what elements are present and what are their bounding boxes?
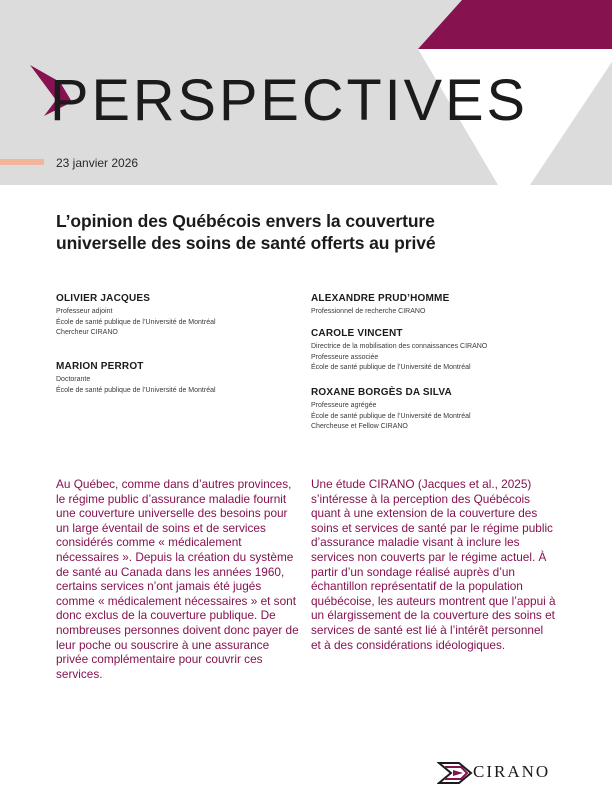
author-name: ALEXANDRE PRUD’HOMME <box>311 293 450 304</box>
author-affiliation: Chercheur CIRANO <box>56 329 118 336</box>
author-name: MARION PERROT <box>56 361 144 372</box>
article-title: L’opinion des Québécois envers la couverture universelle des soins de santé offerts au privé <box>56 211 436 253</box>
author-block <box>311 387 561 433</box>
author-affiliation: Professeure agrégée <box>311 402 377 409</box>
intro-paragraph-right: Une étude CIRANO (Jacques et al., 2025) s’intéresse à la perception des Québécois quant à une extension de la couverture des soins et services de santé par le régime public d’assurance maladie visant à inclure les services non couverts par le régime actuel. À partir d’un sondage réalisé auprès d’un échantillon représentatif de la population québécoise, les auteurs montrent que l’appui à un élargissement de la couverture des soins et services de santé est lié à l’intérêt personnel et à des considérations idéologiques. <box>311 477 556 652</box>
masthead-title: PERSPECTIVES <box>50 68 528 130</box>
author-affiliation: École de santé publique de l’Université de Montréal <box>56 386 216 394</box>
author-name: CAROLE VINCENT <box>311 328 403 339</box>
author-name: ROXANE BORGÈS DA SILVA <box>311 387 452 398</box>
author-affiliation: École de santé publique de l’Université de Montréal <box>311 412 471 420</box>
author-affiliation: Directrice de la mobilisation des connaissances CIRANO <box>311 343 488 350</box>
cirano-logo-text: CIRANO <box>473 762 551 781</box>
author-block <box>311 328 561 374</box>
author-affiliation: École de santé publique de l’Université de Montréal <box>56 318 216 326</box>
author-block <box>56 361 306 396</box>
author-affiliation: Doctorante <box>56 376 91 383</box>
author-affiliation: Professeure associée <box>311 353 379 361</box>
author-affiliation: Chercheuse et Fellow CIRANO <box>311 423 408 430</box>
author-name: OLIVIER JACQUES <box>56 293 151 304</box>
intro-paragraph-left: Au Québec, comme dans d’autres provinces, le régime public d’assurance maladie fournit une couverture universelle des besoins pour un large éventail de soins et de services considérés comme « médicalement nécessaires ». Depuis la création du système de santé au Canada dans les années 1960, certains services n’ont jamais été jugés comme « médicalement nécessaires » et sont donc exclus de la couverture publique. De nombreuses personnes doivent donc payer de leur poche ou souscrire à une assurance privée complémentaire pour couvrir ces services. <box>56 477 299 681</box>
author-affiliation: École de santé publique de l’Université de Montréal <box>311 364 471 371</box>
author-affiliation: Professeur adjoint <box>56 308 113 315</box>
publication-date: 23 janvier 2026 <box>56 156 139 170</box>
masthead-logo <box>30 60 530 130</box>
author-affiliation: Professionnel de recherche CIRANO <box>311 308 426 315</box>
header-salmon-bar <box>0 159 44 165</box>
author-block <box>56 293 306 339</box>
author-block <box>311 293 561 318</box>
